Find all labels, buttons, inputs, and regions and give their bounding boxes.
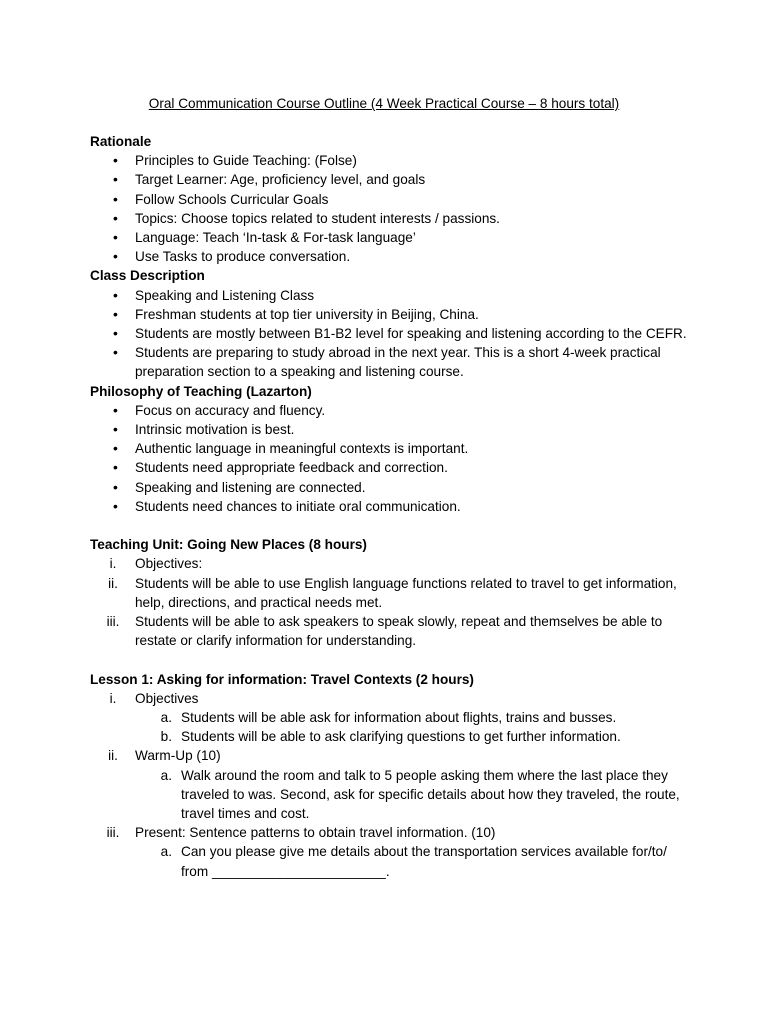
list-item: • Use Tasks to produce conversation. xyxy=(90,247,690,266)
list-item: • Freshman students at top tier university in Beijing, China. xyxy=(90,305,690,324)
sub-list-item xyxy=(90,727,690,746)
list-item xyxy=(90,554,690,573)
class-description-list xyxy=(90,286,690,382)
list-text: Students will be able ask for information about flights, trains and busses. xyxy=(181,710,617,726)
list-number: i. xyxy=(109,556,117,572)
list-item: • Speaking and listening are connected. xyxy=(90,478,690,497)
list-number: a. xyxy=(160,767,172,783)
list-text: Objectives xyxy=(135,690,199,706)
list-item: • Target Learner: Age, proficiency level, and goals xyxy=(90,170,690,189)
document-title: Oral Communication Course Outline (4 Week Practical Course – 8 hours total) xyxy=(148,96,620,111)
list-item: • Principles to Guide Teaching: (Folse) xyxy=(90,151,690,170)
list-text: Can you please give me details about the transportation services available for/to/ from _______________________. xyxy=(181,844,667,879)
list-item: • Intrinsic motivation is best. xyxy=(90,420,690,439)
sub-list-item xyxy=(90,766,690,824)
list-item: • Students need chances to initiate oral communication. xyxy=(90,497,690,516)
list-number: iii. xyxy=(106,825,120,841)
class-description-heading: Class Description xyxy=(90,268,205,284)
list-item: • Focus on accuracy and fluency. xyxy=(90,401,690,420)
rationale-heading: Rationale xyxy=(90,134,152,149)
list-text: Walk around the room and talk to 5 people asking them where the last place they traveled to was. Second, ask for specific details about how they traveled, the route, travel times and cost. xyxy=(181,767,680,822)
list-text: Students will be able to ask speakers to speak slowly, repeat and themselves be able to restate or clarify information for understanding. xyxy=(135,614,663,649)
rationale-list xyxy=(90,151,690,266)
list-text: Warm-Up (10) xyxy=(135,748,221,764)
philosophy-heading: Philosophy of Teaching (Lazarton) xyxy=(90,383,312,399)
list-item xyxy=(90,746,690,765)
list-number: a. xyxy=(160,710,172,726)
list-item: • Students are preparing to study abroad in the next year. This is a short 4-week practical preparation section to a speaking and listening course. xyxy=(90,343,690,381)
list-text: Present: Sentence patterns to obtain travel information. (10) xyxy=(135,825,496,841)
list-item xyxy=(90,823,690,842)
list-item: • Follow Schools Curricular Goals xyxy=(90,190,690,209)
list-number: ii. xyxy=(108,575,118,591)
list-number: ii. xyxy=(108,748,118,764)
sub-list-item xyxy=(90,842,690,880)
list-item xyxy=(90,689,690,708)
lesson1-heading: Lesson 1: Asking for information: Travel Contexts (2 hours) xyxy=(90,671,474,687)
list-number: iii. xyxy=(106,614,120,630)
list-item: • Language: Teach ‘In-task & For-task language’ xyxy=(90,228,690,247)
teaching-unit-heading: Teaching Unit: Going New Places (8 hours) xyxy=(90,537,367,553)
spacer xyxy=(90,650,690,669)
list-item: • Authentic language in meaningful contexts is important. xyxy=(90,439,690,458)
sub-list-item xyxy=(90,708,690,727)
list-number: b. xyxy=(160,729,172,745)
list-text: Students will be able to use English language functions related to travel to get information, help, directions, and practical needs met. xyxy=(135,575,677,610)
list-text: Objectives: xyxy=(135,556,203,572)
list-item: • Topics: Choose topics related to student interests / passions. xyxy=(90,209,690,228)
list-number: a. xyxy=(160,844,172,860)
list-item xyxy=(90,612,690,650)
list-item: • Speaking and Listening Class xyxy=(90,286,690,305)
list-item: • Students are mostly between B1-B2 level for speaking and listening according to the CEFR. xyxy=(90,324,690,343)
list-item xyxy=(90,574,690,612)
list-item: • Students need appropriate feedback and correction. xyxy=(90,458,690,477)
spacer xyxy=(90,516,690,535)
document-body xyxy=(90,132,690,881)
list-text: Students will be able to ask clarifying questions to get further information. xyxy=(181,729,621,745)
list-number: i. xyxy=(109,690,117,706)
philosophy-list xyxy=(90,401,690,516)
